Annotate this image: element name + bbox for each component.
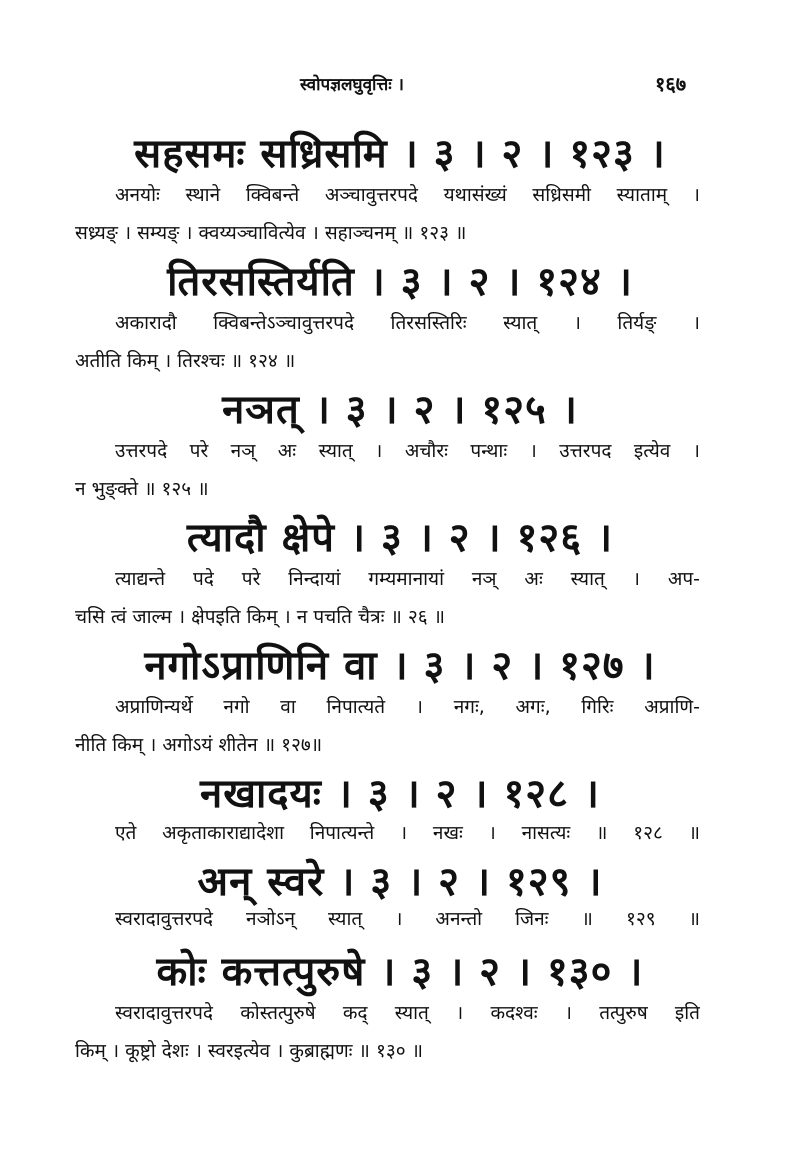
sutra-commentary [75,688,700,764]
commentary-line: अनयोः स्थाने क्विबन्ते अञ्चावुत्तरपदे यथासंख्यं सध्रिसमी स्याताम् । [115,184,700,206]
sutra-heading: कोः कत्तत्पुरुषे । ३ । २ । १३० । [156,949,644,995]
commentary-line: उत्तरपदे परे नञ् अः स्यात् । अचौरः पन्थाः । उत्तरपद इत्येव । [115,440,700,462]
commentary-line: अप्राणिन्यर्थे नगो वा निपात्यते । नगः, अगः, गिरिः अप्राणि- [115,696,700,718]
sutra-commentary [75,176,700,252]
sutra-commentary [75,432,700,508]
sutra-heading: नञत् । ३ । २ । १२५ । [222,387,578,433]
sutra-heading: नखादयः । ३ । २ । १२८ । [200,771,600,817]
sutra-heading: त्यादौ क्षेपे । ३ । २ । १२६ । [186,515,614,561]
commentary-line: स्वरादावुत्तरपदे नञोऽन् स्यात् । अनन्तो जिनः ॥ १२९ ॥ [115,908,700,930]
commentary-line: न भुङ्क्ते ॥ १२५ ॥ [75,478,209,500]
sutra-heading: अन् स्वरे । ३ । २ । १२९ । [197,859,603,905]
commentary-line: सध्र्यङ् । सम्यङ् । क्वय्यञ्चावित्येव । सहाञ्चनम् ॥ १२३ ॥ [75,222,467,244]
commentary-line: स्वरादावुत्तरपदे कोस्तत्पुरुषे कद् स्यात् । कदश्वः । तत्पुरुष इति [115,1002,700,1024]
page-header [0,70,800,102]
sutra-commentary [75,994,700,1070]
sutra-commentary [115,900,700,938]
commentary-line: किम् । कूष्ट्रो देशः । स्वरइत्येव । कुब्राह्मणः ॥ १३० ॥ [75,1040,424,1062]
commentary-line: एते अकृताकाराद्यादेशा निपात्यन्ते । नखः । नासत्यः ॥ १२८ ॥ [115,822,700,844]
sutra-commentary [75,560,700,636]
sutra-commentary [115,814,700,852]
sutra-commentary [75,304,700,380]
commentary-line: त्याद्यन्ते पदे परे निन्दायां गम्यमानायां नञ् अः स्यात् । अप- [115,568,700,590]
commentary-line: चसि त्वं जाल्म । क्षेपइति किम् । न पचति चैत्रः ॥ २६ ॥ [75,606,446,628]
page-number: १६७ [655,72,687,96]
sutra-heading: तिरसस्तिर्यति । ३ । २ । १२४ । [167,259,633,305]
sutra-heading: सहसमः सध्रिसमि । ३ । २ । १२३ । [134,131,666,177]
running-title: स्वोपज्ञलघुवृत्तिः । [300,75,404,95]
sutra-heading: नगोऽप्राणिनि वा । ३ । २ । १२७ । [144,643,656,689]
commentary-line: अतीति किम् । तिरश्चः ॥ १२४ ॥ [75,350,296,372]
commentary-line: अकारादौ क्विबन्तेऽञ्चावुत्तरपदे तिरसस्तिरिः स्यात् । तिर्यङ् । [115,312,700,334]
commentary-line: नीति किम् । अगोऽयं शीतेन ॥ १२७॥ [75,734,323,756]
